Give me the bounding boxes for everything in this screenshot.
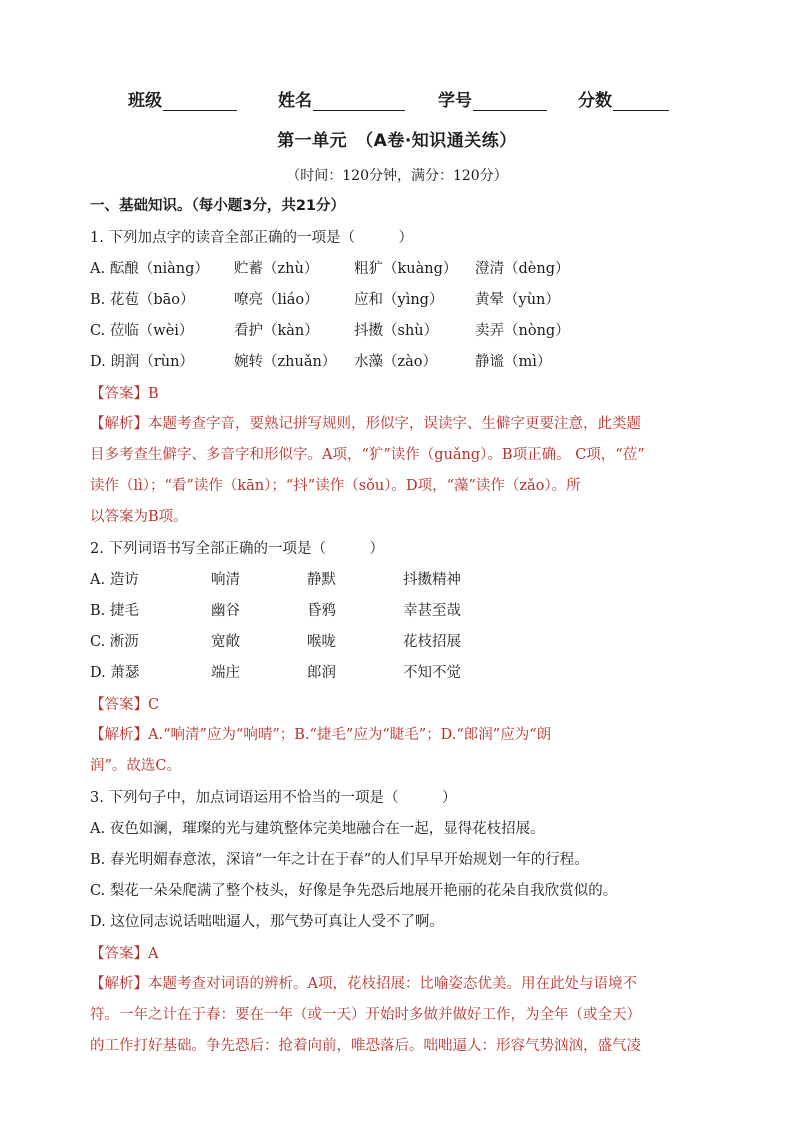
q1-option-b-2: 嘹亮（liáo） [234, 292, 319, 308]
q2-option-d-2: 端庄 [211, 665, 240, 681]
q1-analysis-line: 以答案为B项。 [90, 509, 188, 525]
q3-analysis-line: 【解析】本题考查对词语的辨析。A项，花枝招展：比喻姿态优美。用在此处与语境不 [90, 976, 637, 992]
q3-analysis [90, 969, 708, 1062]
q1-analysis-line: 【解析】本题考查字音，要熟记拼写规则，形似字，误读字、生僻字更要注意，此类题 [90, 416, 641, 432]
q1-answer [90, 384, 159, 404]
q3-answer-value: A [148, 946, 159, 962]
q1-analysis [90, 409, 708, 533]
q1-stem: 1. 下列加点字的读音全部正确的一项是（ ） [90, 230, 413, 246]
q2-option-a-2: 响清 [211, 572, 240, 588]
q2-answer-value: C [148, 697, 160, 713]
page-title: 第一单元 （A卷·知识通关练） [277, 131, 517, 151]
q2-option-d-3: 郎润 [307, 665, 336, 681]
score-blank[interactable] [613, 92, 669, 111]
id-blank[interactable] [473, 92, 547, 111]
q2-analysis-line: 【解析】A.“响清”应为“响晴”；B.“捷毛”应为“睫毛”；D.“郎润”应为“朗 [90, 727, 552, 743]
q1-option-c-2: 看护（kàn） [234, 323, 319, 339]
q2-option-b-2: 幽谷 [211, 603, 240, 619]
q2-analysis-line: 润”。故选C。 [90, 758, 182, 774]
q2-answer-tag: 【答案】 [90, 697, 148, 713]
q3-option-d: D. 这位同志说话咄咄逼人，那气势可真让人受不了啊。 [90, 914, 444, 930]
q1-option-b-4: 黄晕（yùn） [475, 292, 560, 308]
q2-analysis [90, 720, 708, 782]
q1-option-d-1: D. 朗润（rùn） [90, 354, 194, 370]
q1-option-b-3: 应和（yìng） [354, 292, 444, 308]
q3-analysis-tag: 【解析】 [90, 976, 148, 992]
q1-option-d-2: 婉转（zhuǎn） [234, 354, 337, 370]
q2-option-a-3: 静默 [307, 572, 336, 588]
q2-analysis-tag: 【解析】 [90, 727, 148, 743]
id-label: 学号 [438, 91, 472, 111]
class-label: 班级 [128, 91, 162, 111]
q1-option-a-3: 粗犷（kuàng） [354, 261, 458, 277]
q1-option-a-1: A. 酝酿（niàng） [90, 261, 209, 277]
q1-analysis-tag: 【解析】 [90, 416, 148, 432]
q2-option-c-3: 喉咙 [307, 634, 336, 650]
q1-option-d-4: 静谧（mì） [475, 354, 552, 370]
q1-option-c-4: 卖弄（nòng） [475, 323, 570, 339]
section-heading: 一、基础知识。（每小题3分，共21分） [90, 198, 346, 214]
class-blank[interactable] [163, 92, 237, 111]
q1-option-d-3: 水藻（zào） [354, 354, 438, 370]
q3-answer-tag: 【答案】 [90, 946, 148, 962]
q3-option-b: B. 春光明媚春意浓，深谙“一年之计在于春”的人们早早开始规划一年的行程。 [90, 852, 589, 868]
q2-option-c-2: 宽敞 [211, 634, 240, 650]
student-info-row [128, 86, 688, 112]
q1-option-c-1: C. 莅临（wèi） [90, 323, 194, 339]
score-label: 分数 [578, 91, 612, 111]
q2-stem: 2. 下列词语书写全部正确的一项是（ ） [90, 541, 384, 557]
q1-option-a-4: 澄清（dèng） [475, 261, 570, 277]
q1-option-c-3: 抖擞（shù） [354, 323, 439, 339]
q2-answer [90, 695, 159, 715]
q2-option-d-4: 不知不觉 [403, 665, 461, 681]
q1-option-b-1: B. 花苞（bāo） [90, 292, 195, 308]
q2-option-a-4: 抖擞精神 [403, 572, 461, 588]
q2-option-c-1: C. 淅沥 [90, 634, 139, 650]
q1-answer-value: B [148, 386, 159, 402]
q3-analysis-line: 符。一年之计在于春：要在一年（或一天）开始时多做并做好工作，为全年（或全天） [90, 1007, 641, 1023]
q2-option-b-4: 幸甚至哉 [403, 603, 461, 619]
q1-analysis-line: 目多考查生僻字、多音字和形似字。A项，“犷”读作（guǎng）。B项正确。 C项，“莅” [90, 447, 645, 463]
q1-analysis-line: 读作（lì）；“看”读作（kān）；“抖”读作（sǒu）。D项，“藻”读作（zǎo）。所 [90, 478, 581, 494]
id-field[interactable] [438, 86, 547, 111]
name-label: 姓名 [278, 91, 312, 111]
q3-option-a: A. 夜色如澜，璀璨的光与建筑整体完美地融合在一起，显得花枝招展。 [90, 821, 545, 837]
name-field[interactable] [278, 86, 405, 111]
q2-option-d-1: D. 萧瑟 [90, 665, 140, 681]
q2-option-b-1: B. 捷毛 [90, 603, 139, 619]
page-subtitle: （时间：120分钟，满分：120分） [286, 168, 508, 184]
class-field[interactable] [128, 86, 237, 111]
q2-option-a-1: A. 造访 [90, 572, 139, 588]
q3-stem: 3. 下列句子中，加点词语运用不恰当的一项是（ ） [90, 790, 457, 806]
q2-option-b-3: 昏鸦 [307, 603, 336, 619]
q3-analysis-line: 的工作打好基础。争先恐后：抢着向前，唯恐落后。咄咄逼人：形容气势汹汹，盛气凌 [90, 1038, 641, 1054]
name-blank[interactable] [313, 92, 405, 111]
q1-option-a-2: 贮蓄（zhù） [234, 261, 319, 277]
q2-option-c-4: 花枝招展 [403, 634, 461, 650]
q1-answer-tag: 【答案】 [90, 386, 148, 402]
q3-option-c: C. 梨花一朵朵爬满了整个枝头，好像是争先恐后地展开艳丽的花朵自我欣赏似的。 [90, 883, 618, 899]
q3-answer [90, 944, 158, 964]
score-field[interactable] [578, 86, 669, 111]
